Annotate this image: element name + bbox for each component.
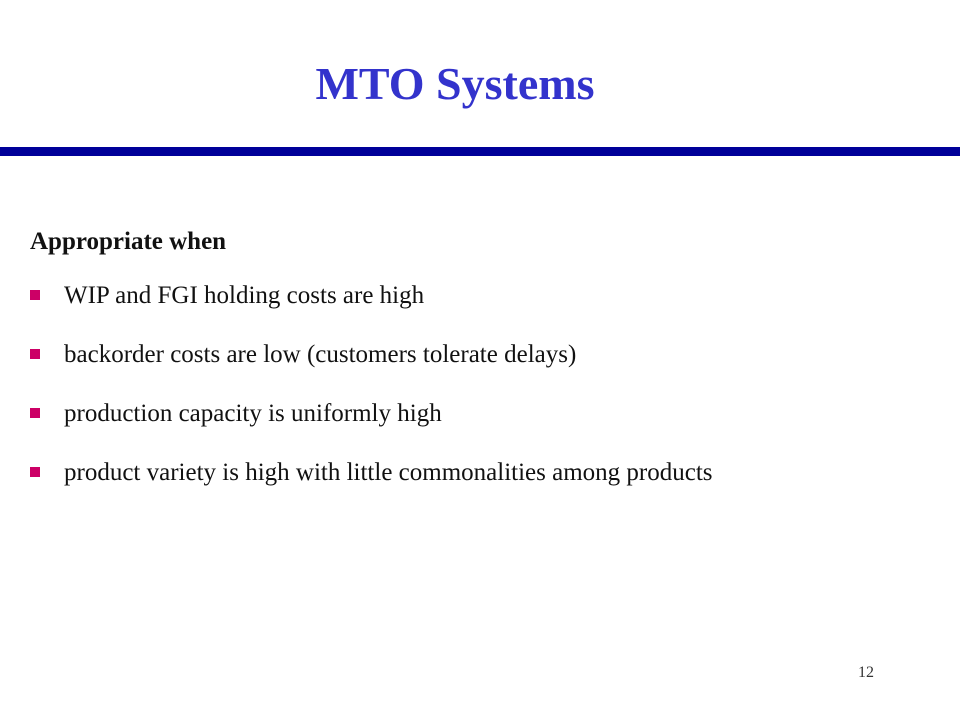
square-bullet-icon <box>30 349 40 359</box>
title-divider <box>0 147 960 156</box>
section-heading: Appropriate when <box>30 228 227 255</box>
list-item <box>30 395 910 432</box>
list-item-text: backorder costs are low (customers tolerate delays) <box>64 341 577 368</box>
list-item-text: product variety is high with little commonalities among products <box>64 459 713 486</box>
square-bullet-icon <box>30 408 40 418</box>
slide-title: MTO Systems <box>315 58 595 109</box>
slide-content <box>30 222 910 513</box>
list-item <box>30 454 910 491</box>
square-bullet-icon <box>30 290 40 300</box>
square-bullet-icon <box>30 467 40 477</box>
list-item-text: WIP and FGI holding costs are high <box>64 282 425 309</box>
list-item-text: production capacity is uniformly high <box>64 400 442 427</box>
list-item <box>30 336 910 373</box>
page-number: 12 <box>858 664 874 681</box>
list-item <box>30 277 910 314</box>
bullet-list <box>30 277 910 491</box>
